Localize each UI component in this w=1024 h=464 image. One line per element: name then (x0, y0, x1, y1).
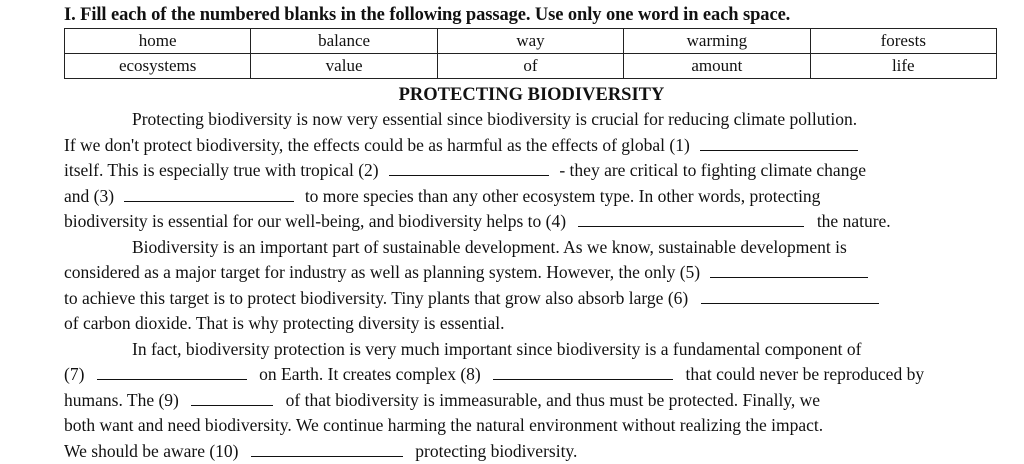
word-bank-cell: warming (624, 29, 810, 54)
passage-line (64, 184, 999, 210)
passage-line (64, 388, 999, 414)
passage-line (64, 158, 999, 184)
passage-line (64, 235, 999, 261)
passage (64, 107, 999, 464)
word-bank-cell: home (65, 29, 251, 54)
passage-text: In fact, biodiversity protection is very much important since biodiversity is a fundamental component of (132, 339, 861, 359)
blank-7[interactable] (97, 365, 247, 380)
blank-4[interactable] (578, 212, 804, 227)
word-bank-row (65, 29, 997, 54)
word-bank-table (64, 28, 997, 79)
passage-line (64, 133, 999, 159)
passage-line (64, 439, 999, 464)
word-bank-cell: value (251, 54, 437, 79)
passage-text: considered as a major target for industry as well as planning system. However, the only (5) (64, 262, 700, 282)
word-bank-cell: ecosystems (65, 54, 251, 79)
word-bank-cell: life (810, 54, 996, 79)
passage-line (64, 413, 999, 439)
passage-text: humans. The (9) (64, 390, 179, 410)
blank-3[interactable] (124, 187, 294, 202)
passage-text: to achieve this target is to protect biodiversity. Tiny plants that grow also absorb large (6) (64, 288, 688, 308)
passage-text: that could never be reproduced by (685, 364, 924, 384)
passage-text: both want and need biodiversity. We continue harming the natural environment without realizing the impact. (64, 415, 823, 435)
passage-text: biodiversity is essential for our well-being, and biodiversity helps to (4) (64, 211, 566, 231)
passage-line (64, 209, 999, 235)
word-bank-cell: balance (251, 29, 437, 54)
passage-text: the nature. (817, 211, 891, 231)
passage-text: of carbon dioxide. That is why protecting diversity is essential. (64, 313, 505, 333)
passage-text: We should be aware (10) (64, 441, 239, 461)
word-bank-cell: way (437, 29, 623, 54)
passage-text: - they are critical to fighting climate change (559, 160, 866, 180)
word-bank-cell: forests (810, 29, 996, 54)
word-bank-row (65, 54, 997, 79)
blank-8[interactable] (493, 365, 673, 380)
passage-text: on Earth. It creates complex (8) (259, 364, 481, 384)
passage-line (64, 362, 999, 388)
passage-line (64, 311, 999, 337)
blank-1[interactable] (700, 136, 858, 151)
passage-text: of that biodiversity is immeasurable, and thus must be protected. Finally, we (286, 390, 820, 410)
passage-text: Biodiversity is an important part of sustainable development. As we know, sustainable development is (132, 237, 847, 257)
exercise-instruction: I. Fill each of the numbered blanks in the following passage. Use only one word in each space. (64, 4, 999, 26)
passage-text: If we don't protect biodiversity, the effects could be as harmful as the effects of global (1) (64, 135, 690, 155)
blank-9[interactable] (191, 391, 273, 406)
passage-line (64, 286, 999, 312)
passage-line (64, 107, 999, 133)
blank-6[interactable] (701, 289, 879, 304)
word-bank-cell: of (437, 54, 623, 79)
passage-text: protecting biodiversity. (415, 441, 577, 461)
blank-2[interactable] (389, 161, 549, 176)
blank-10[interactable] (251, 442, 403, 457)
passage-text: to more species than any other ecosystem type. In other words, protecting (305, 186, 821, 206)
passage-line (64, 260, 999, 286)
passage-title: PROTECTING BIODIVERSITY (64, 83, 999, 107)
passage-text: Protecting biodiversity is now very essential since biodiversity is crucial for reducing climate pollution. (132, 109, 857, 129)
blank-5[interactable] (710, 263, 868, 278)
worksheet (64, 4, 999, 464)
passage-text: itself. This is especially true with tropical (2) (64, 160, 379, 180)
passage-text: and (3) (64, 186, 114, 206)
passage-line (64, 337, 999, 363)
word-bank-cell: amount (624, 54, 810, 79)
passage-text: (7) (64, 364, 84, 384)
